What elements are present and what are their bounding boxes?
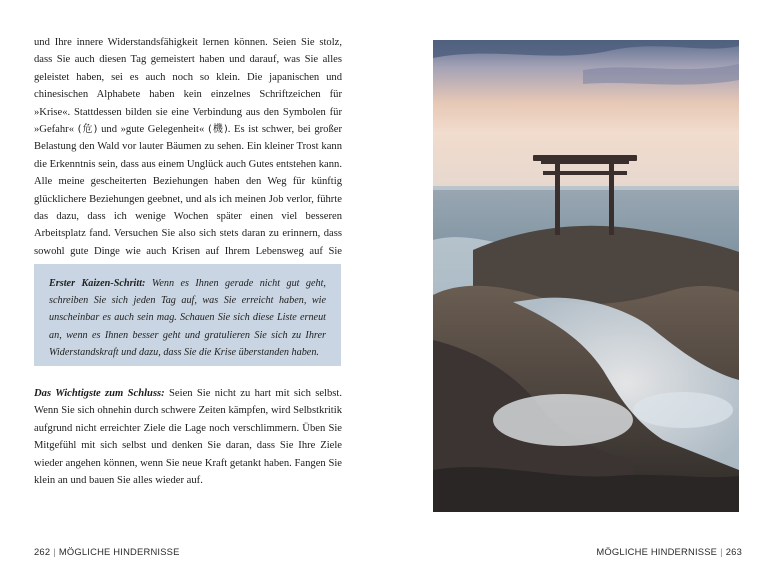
text-run: und »gute Gelegenheit« (97, 124, 208, 136)
sky (433, 40, 739, 190)
kaizen-step-text (49, 275, 326, 361)
kaizen-step-box (34, 264, 341, 366)
body-paragraph-2 (34, 385, 342, 489)
text-run: und Ihre innere Widerstandsfähigkeit lernen können. Seien Sie stolz, dass Sie auch diesen Tag gemeistert haben und darauf, was Sie alles geleistet haben, sei es auch noch so klein. Die japanischen und chinesischen Alphabete haben kein einzelnes Schriftzeichen für »Krise«. Stattdessen bilden sie eine Verbindung aus den Symbolen für »Gefahr« (34, 37, 342, 136)
footer-separator: | (720, 546, 723, 557)
opportunity-kanji: (機) (207, 124, 228, 136)
splash (633, 392, 733, 428)
body-paragraph-1 (34, 34, 342, 278)
photo-illustration (433, 40, 739, 512)
running-head: MÖGLICHE HINDERNISSE (58, 546, 180, 557)
footer-left (34, 546, 180, 557)
kaizen-step-body: Wenn es Ihnen gerade nicht gut geht, schreiben Sie sich jeden Tag auf, was Sie erreicht haben, wie unscheinbar es auch sein mag. Schauen Sie sich diese Liste erneut an, wenn es Ihnen besser geht und gratulieren Sie sich zu Ihrer Widerstandskraft und dazu, dass Sie die Krise überstanden haben. (49, 278, 326, 358)
running-head: MÖGLICHE HINDERNISSE (596, 546, 718, 557)
kaizen-step-lead: Erster Kaizen-Schritt: (49, 278, 146, 289)
danger-kanji: (危) (77, 124, 98, 136)
splash (493, 394, 633, 446)
footer-separator: | (53, 546, 56, 557)
page-number: 262 (34, 546, 51, 557)
paragraph-body: Seien Sie nicht zu hart mit sich selbst. Wenn Sie sich ohnehin durch schwere Zeiten kämpfen, wird Selbstkritik aufgrund nicht erreichter Ziele die Lage noch verschlimmern. Üben Sie Mitgefühl mit sich selbst und denken Sie daran, dass Sie Ihre Ziele wieder angehen können, wenn Sie neue Kraft getankt haben. Fangen Sie klein an und bauen Sie alles wieder auf. (34, 388, 342, 487)
right-page (388, 0, 776, 580)
text-run: . Es ist schwer, bei großer Belastung den Wald vor lauter Bäumen zu sehen. Ein kleiner Trost kann die Erkenntnis sein, dass aus einem Unglück auch Gutes entstehen kann. Alle meine gescheiterten Beziehungen haben den Weg für künftig glücklichere Beziehungen geebnet, und als ich meinen Job verlor, führte das dazu, dass ich wenige Wochen später einen viel besseren Arbeitsplatz fand. Versuchen Sie also sich stets daran zu erinnern, dass sowohl gute Dinge wie auch Krisen auf Ihrem Lebensweg auf Sie (34, 124, 343, 257)
torii-coast-photo (433, 40, 739, 512)
horizon (433, 186, 739, 190)
page-number: 263 (725, 546, 742, 557)
footer-right (596, 546, 742, 557)
paragraph-lead: Das Wichtigste zum Schluss: (34, 388, 165, 399)
